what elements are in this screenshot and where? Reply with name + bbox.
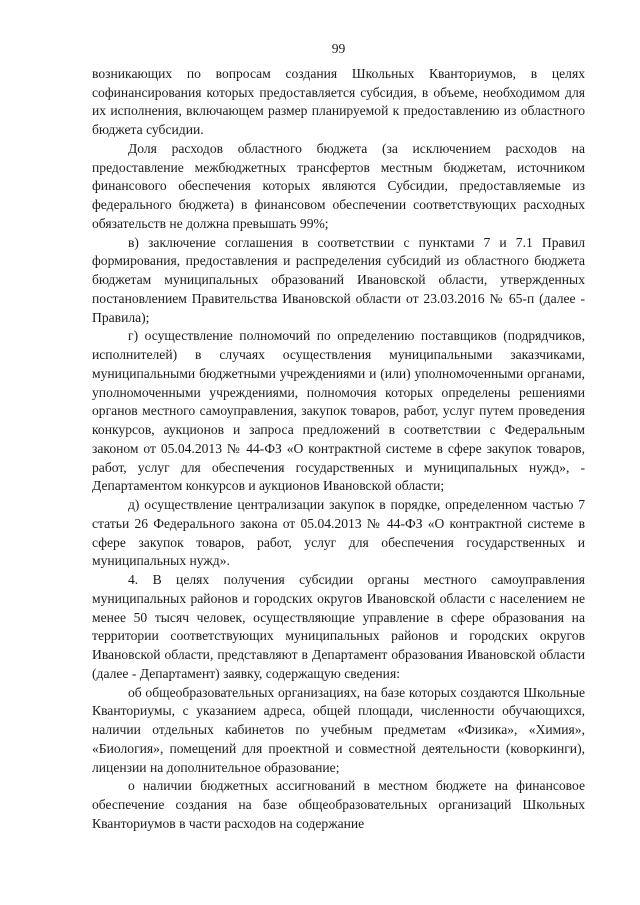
- paragraph-organizations-info: об общеобразовательных организациях, на базе которых создаются Школьные Кванториумы, с указанием адреса, общей площади, численности обучающихся, наличии отдельных кабинетов по учебным предметам «Физика», «Химия», «Биология», помещений для проектной и совместной деятельности (коворкинги), лицензии на дополнительное образование;: [92, 684, 585, 775]
- paragraph-budget-share: Доля расходов областного бюджета (за исключением расходов на предоставление межбюджетных трансфертов местным бюджетам, источником финансового обеспечения которых являются Субсидии, предоставляемые из федерального бюджета) в финансовом обеспечении соответствующих расходных обязательств не должна превышать 99%;: [92, 140, 585, 231]
- paragraph-item-d: д) осуществление централизации закупок в порядке, определенном частью 7 статьи 26 Федерального закона от 05.04.2013 № 44-ФЗ «О контрактной системе в сфере закупок товаров, работ, услуг для обеспечения государственных и муниципальных нужд».: [92, 497, 585, 569]
- paragraph-section-4: 4. В целях получения субсидии органы местного самоуправления муниципальных районов и городских округов Ивановской области с населением не менее 50 тысяч человек, осуществляющие управление в сфере образования на территории соответствующих муниципальных районов и городских округов Ивановской области, представляют в Департамент образования Ивановской области (далее - Департамент) заявку, содержащую сведения:: [92, 572, 585, 681]
- paragraph-budget-allocations: о наличии бюджетных ассигнований в местном бюджете на финансовое обеспечение создания на базе общеобразовательных организаций Школьных Кванториумов в части расходов на содержание: [92, 778, 585, 831]
- paragraph-continuation: возникающих по вопросам создания Школьных Кванториумов, в целях софинансирования которых предоставляется субсидия, в объеме, необходимом для их исполнения, включающем размер планируемой к предоставлению из областного бюджета субсидии.: [92, 65, 585, 137]
- page-number: 99: [331, 41, 346, 56]
- paragraph-item-v: в) заключение соглашения в соответствии с пунктами 7 и 7.1 Правил формирования, предоставления и распределения субсидий из областного бюджета бюджетам муниципальных образований Ивановской области, утвержденных постановлением Правительства Ивановской области от 23.03.2016 № 65-п (далее - Правила);: [92, 234, 585, 325]
- paragraph-item-g: г) осуществление полномочий по определению поставщиков (подрядчиков, исполнителей) в случаях осуществления муниципальными заказчиками, муниципальными бюджетными учреждениями и (или) уполномоченными органами, уполномоченными учреждениями, полномочия которых определены решениями органов местного самоуправления, закупок товаров, работ, услуг путем проведения конкурсов, аукционов и запроса предложений в соответствии с Федеральным законом от 05.04.2013 № 44-ФЗ «О контрактной системе в сфере закупок товаров, работ, услуг для обеспечения государственных и муниципальных нужд», - Департаментом конкурсов и аукционов Ивановской области;: [92, 328, 585, 494]
